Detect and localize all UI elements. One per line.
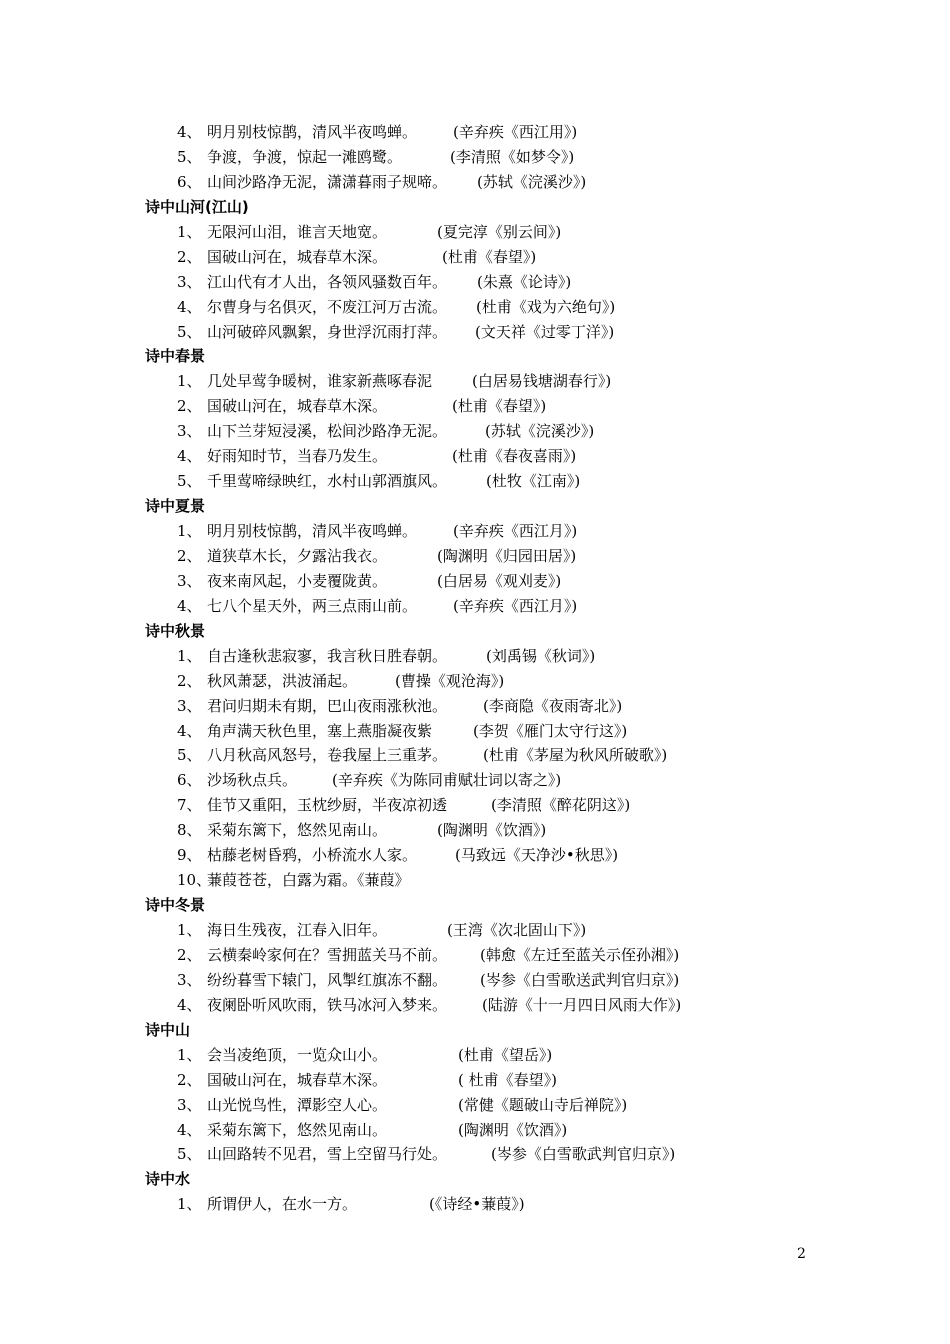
poem-source: (杜甫《望岳》) xyxy=(458,1045,553,1064)
item-number: 7、 xyxy=(177,796,202,815)
item-number: 6、 xyxy=(177,771,202,790)
poem-line xyxy=(0,419,950,444)
poem-verse: 好雨知时节，当春乃发生。 xyxy=(207,447,388,466)
poem-source: (刘禹锡《秋词》) xyxy=(486,646,596,665)
poem-line xyxy=(0,918,950,943)
poem-verse: 山光悦鸟性，潭影空人心。 xyxy=(207,1095,388,1114)
poem-line xyxy=(0,295,950,320)
poem-source: (杜甫《春望》) xyxy=(442,247,537,266)
poem-verse: 君问归期未有期，巴山夜雨涨秋池。 xyxy=(207,696,448,715)
item-number: 2、 xyxy=(177,397,202,416)
item-number: 4、 xyxy=(177,721,202,740)
poem-source: (辛弃疾《西江月》) xyxy=(453,522,578,540)
poem-source: (白居易钱塘湖春行》) xyxy=(472,372,612,391)
poem-verse: 国破山河在，城春草木深。 xyxy=(207,247,388,266)
poem-line xyxy=(0,1118,950,1143)
poem-source: (陶渊明《归园田居》) xyxy=(437,546,577,565)
poem-source: (杜甫《春望》) xyxy=(452,397,547,416)
poem-verse: 七八个星天外，两三点雨山前。 xyxy=(207,596,418,615)
item-number: 1、 xyxy=(177,222,202,241)
poem-source: (李贺《雁门太守行这》) xyxy=(473,721,628,740)
section-heading: 诗中秋景 xyxy=(145,621,206,640)
item-number: 5、 xyxy=(177,472,202,491)
item-number: 1、 xyxy=(177,372,202,391)
item-number: 4、 xyxy=(177,447,202,466)
poem-line xyxy=(0,444,950,469)
poem-line xyxy=(0,669,950,694)
item-number: 3、 xyxy=(177,696,202,715)
poem-source: ( 杜甫《春望》) xyxy=(458,1070,557,1089)
poem-source: (苏轼《浣溪沙》) xyxy=(477,172,587,191)
poem-source: (苏轼《浣溪沙》) xyxy=(485,422,595,441)
poem-source: (夏完淳《别云间》) xyxy=(437,222,562,241)
poem-line xyxy=(0,1093,950,1118)
item-number: 8、 xyxy=(177,821,202,840)
poem-verse: 山河破碎风飘絮，身世浮沉雨打萍。 xyxy=(207,322,448,341)
poem-verse: 海日生残夜，江春入旧年。 xyxy=(207,921,388,939)
poem-verse: 几处早莺争暖树，谁家新燕啄春泥 xyxy=(207,372,433,391)
item-number: 9、 xyxy=(177,846,202,865)
item-number: 4、 xyxy=(177,995,202,1014)
section-heading: 诗中冬景 xyxy=(145,896,206,915)
document-body xyxy=(0,120,950,1217)
item-number: 2、 xyxy=(177,247,202,266)
poem-line xyxy=(0,968,950,993)
poem-verse: 会当凌绝顶，一览众山小。 xyxy=(207,1045,388,1064)
item-number: 2、 xyxy=(177,671,202,690)
poem-line xyxy=(0,719,950,744)
poem-verse: 纷纷暮雪下辕门，风掣红旗冻不翻。 xyxy=(207,970,448,989)
poem-line xyxy=(0,544,950,569)
item-number: 3、 xyxy=(177,1095,202,1114)
poem-source: (李清照《醉花阴这》) xyxy=(491,796,631,815)
poem-line xyxy=(0,644,950,669)
poem-source: (杜甫《春夜喜雨》) xyxy=(452,447,577,466)
poem-verse: 采菊东篱下，悠然见南山。 xyxy=(207,1120,388,1139)
poem-source: (白居易《观刈麦》) xyxy=(437,571,562,590)
poem-verse: 山回路转不见君，雪上空留马行处。 xyxy=(207,1145,448,1164)
poem-line xyxy=(0,843,950,868)
poem-source: (王湾《次北固山下》) xyxy=(447,921,587,939)
poem-line xyxy=(0,694,950,719)
poem-source: (杜甫《戏为六绝句》) xyxy=(476,297,616,316)
poem-verse: 秋风萧瑟，洪波涌起。 xyxy=(207,671,358,690)
poem-verse: 千里莺啼绿映红，水村山郭酒旗风。 xyxy=(207,472,448,491)
poem-verse: 尔曹身与名俱灭，不废江河万古流。 xyxy=(207,297,448,316)
poem-verse: 八月秋高风怒号，卷我屋上三重茅。 xyxy=(207,746,448,765)
poem-source: (陆游《十一月四日风雨大作》) xyxy=(482,995,682,1014)
poem-source: (曹操《观沧海》) xyxy=(395,671,505,690)
item-number: 10、 xyxy=(177,871,212,890)
poem-line xyxy=(0,120,950,145)
poem-verse: 明月别枝惊鹊，清风半夜鸣蝉。 xyxy=(207,522,418,540)
poem-line xyxy=(0,818,950,843)
page-number: 2 xyxy=(797,1246,806,1262)
poem-verse: 佳节又重阳，玉枕纱厨，半夜凉初透 xyxy=(207,796,448,815)
poem-line xyxy=(0,270,950,295)
poem-line xyxy=(0,1068,950,1093)
poem-line xyxy=(0,594,950,619)
item-number: 4、 xyxy=(177,1120,202,1139)
poem-source: (杜牧《江南》) xyxy=(486,472,581,491)
poem-source: (辛弃疾《为陈同甫赋壮词以寄之》) xyxy=(332,771,562,790)
poem-verse: 夜阑卧听风吹雨，铁马冰河入梦来。 xyxy=(207,995,448,1014)
poem-verse: 山间沙路净无泥，潇潇暮雨子规啼。 xyxy=(207,172,448,191)
poem-verse: 江山代有才人出，各领风骚数百年。 xyxy=(207,272,448,291)
poem-line xyxy=(0,394,950,419)
section-heading: 诗中夏景 xyxy=(145,497,206,516)
item-number: 3、 xyxy=(177,422,202,441)
poem-line xyxy=(0,943,950,968)
poem-source: (李商隐《夜雨寄北》) xyxy=(483,696,623,715)
poem-verse: 道狭草木长，夕露沾我衣。 xyxy=(207,546,388,565)
section-heading: 诗中春景 xyxy=(145,347,206,366)
poem-verse: 争渡，争渡，惊起一滩鸥鹭。 xyxy=(207,147,403,166)
poem-line xyxy=(0,145,950,170)
poem-source: (文天祥《过零丁洋》) xyxy=(475,322,615,341)
poem-line xyxy=(0,320,950,345)
poem-source: (韩愈《左迁至蓝关示侄孙湘》) xyxy=(480,945,680,964)
poem-verse: 角声满天秋色里，塞上燕脂凝夜紫 xyxy=(207,721,433,740)
item-number: 2、 xyxy=(177,945,202,964)
item-number: 1、 xyxy=(177,1045,202,1064)
poem-line xyxy=(0,519,950,544)
poem-line xyxy=(0,1043,950,1068)
poem-line xyxy=(0,768,950,793)
item-number: 3、 xyxy=(177,970,202,989)
poem-line xyxy=(0,868,950,893)
poem-line xyxy=(0,469,950,494)
poem-verse: 山下兰芽短浸溪，松间沙路净无泥。 xyxy=(207,422,448,441)
poem-verse: 沙场秋点兵。 xyxy=(207,771,298,790)
item-number: 6、 xyxy=(177,172,202,191)
poem-source: (陶渊明《饮酒》) xyxy=(437,821,547,840)
item-number: 2、 xyxy=(177,1070,202,1089)
poem-verse: 国破山河在，城春草木深。 xyxy=(207,397,388,416)
poem-source: (岑参《白雪歌送武判官归京》) xyxy=(480,970,680,989)
poem-source: (李清照《如梦令》) xyxy=(450,147,575,166)
item-number: 5、 xyxy=(177,322,202,341)
item-number: 4、 xyxy=(177,596,202,615)
poem-verse: 云横秦岭家何在？雪拥蓝关马不前。 xyxy=(207,945,448,964)
poem-source: (朱熹《论诗》) xyxy=(477,272,572,291)
item-number: 4、 xyxy=(177,297,202,316)
poem-source: (马致远《天净沙•秋思》) xyxy=(455,846,619,865)
item-number: 1、 xyxy=(177,646,202,665)
item-number: 1、 xyxy=(177,1195,202,1214)
poem-line xyxy=(0,743,950,768)
poem-source: (辛弃疾《西江用》) xyxy=(453,123,578,141)
poem-verse: 蒹葭苍苍，白露为霜。《蒹葭》 xyxy=(207,871,410,890)
item-number: 5、 xyxy=(177,746,202,765)
section-heading: 诗中水 xyxy=(145,1170,191,1189)
poem-line xyxy=(0,170,950,195)
item-number: 1、 xyxy=(177,921,202,939)
poem-source: (陶渊明《饮酒》) xyxy=(458,1120,568,1139)
item-number: 1、 xyxy=(177,522,202,540)
poem-source: 《蒹葭》 xyxy=(357,871,410,890)
poem-line xyxy=(0,220,950,245)
poem-verse: 所谓伊人，在水一方。 xyxy=(207,1195,358,1214)
item-number: 5、 xyxy=(177,147,202,166)
poem-verse: 枯藤老树昏鸦，小桥流水人家。 xyxy=(207,846,418,865)
poem-verse: 自古逢秋悲寂寥，我言秋日胜春朝。 xyxy=(207,646,448,665)
poem-source: (《诗经•蒹葭》) xyxy=(429,1195,525,1214)
item-number: 3、 xyxy=(177,272,202,291)
section-heading: 诗中山河(江山) xyxy=(145,197,249,216)
poem-line xyxy=(0,993,950,1018)
poem-verse: 国破山河在，城春草木深。 xyxy=(207,1070,388,1089)
poem-line xyxy=(0,793,950,818)
poem-line xyxy=(0,369,950,394)
item-number: 2、 xyxy=(177,546,202,565)
item-number: 4、 xyxy=(177,123,202,141)
poem-verse: 采菊东篱下，悠然见南山。 xyxy=(207,821,388,840)
item-number: 5、 xyxy=(177,1145,202,1164)
poem-source: (岑参《白雪歌武判官归京》) xyxy=(491,1145,676,1164)
poem-line xyxy=(0,245,950,270)
poem-line xyxy=(0,569,950,594)
poem-verse: 夜来南风起，小麦覆陇黄。 xyxy=(207,571,388,590)
poem-verse: 无限河山泪，谁言天地宽。 xyxy=(207,222,388,241)
poem-source: (辛弃疾《西江月》) xyxy=(453,596,578,615)
item-number: 3、 xyxy=(177,571,202,590)
poem-line xyxy=(0,1142,950,1167)
poem-source: (常健《题破山寺后禅院》) xyxy=(458,1095,628,1114)
section-heading: 诗中山 xyxy=(145,1020,191,1039)
poem-verse: 明月别枝惊鹊，清风半夜鸣蝉。 xyxy=(207,123,418,141)
poem-source: (杜甫《茅屋为秋风所破歌》) xyxy=(483,746,668,765)
poem-line xyxy=(0,1192,950,1217)
